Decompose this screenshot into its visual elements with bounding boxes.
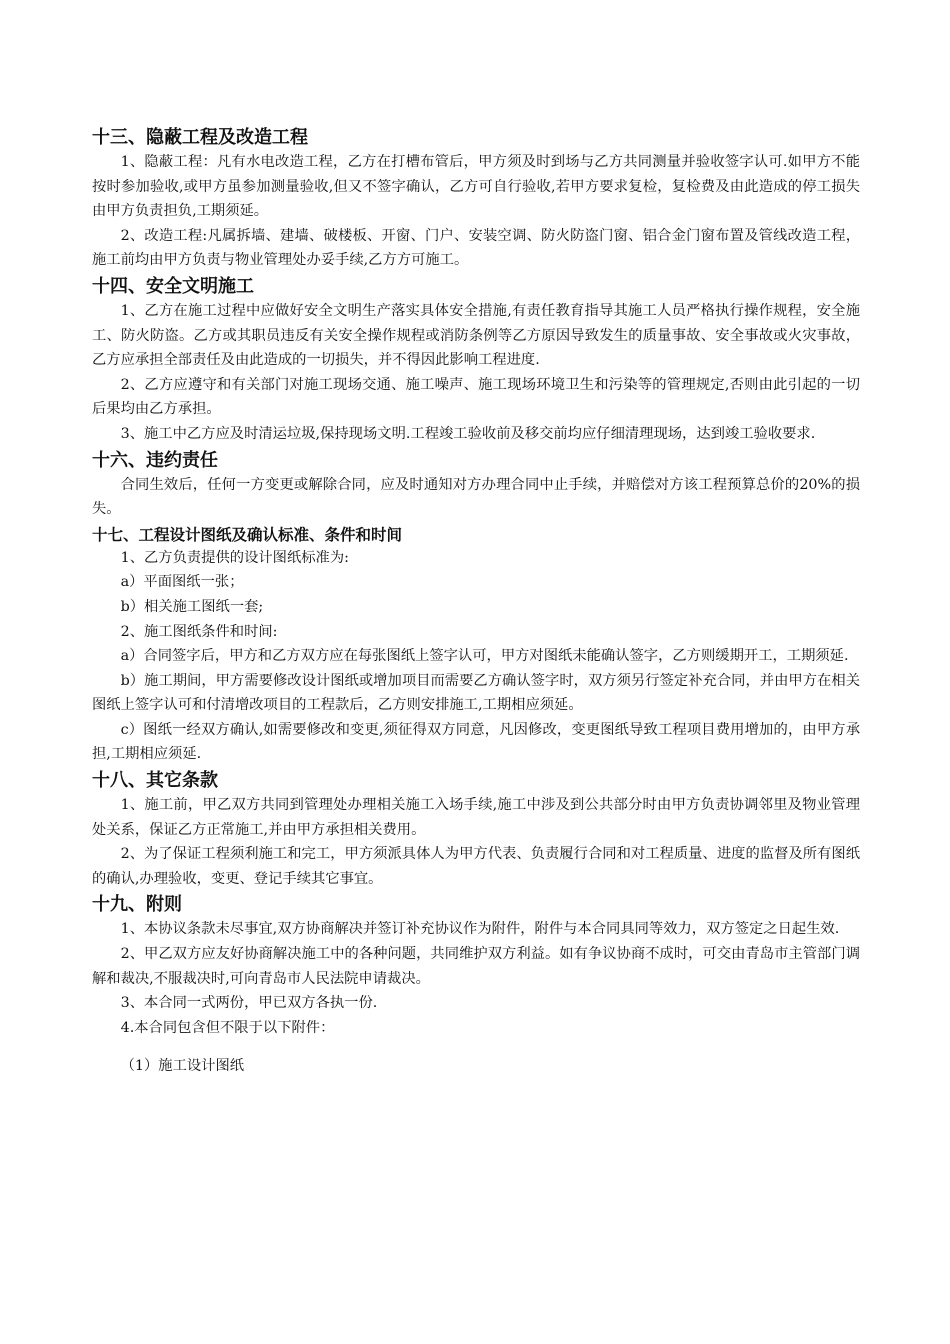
- section-14: [92, 275, 860, 447]
- paragraph: 4.本合同包含但不限于以下附件：: [120, 1019, 335, 1036]
- paragraph: 合同生效后，任何一方变更或解除合同，应及时通知对方办理合同中止手续，并赔偿对方该工程预算总价的20%的损失。: [92, 476, 860, 518]
- attachment-item: （1）施工设计图纸: [120, 1058, 245, 1075]
- paragraph: 2、甲乙双方应友好协商解决施工中的各种问题，共同维护双方利益。如有争议协商不成时，可交由青岛市主管部门调解和裁决,不服裁决时,可向青岛市人民法院申请裁决。: [92, 946, 860, 987]
- section-heading: 十六、违约责任: [92, 449, 218, 471]
- paragraph: 2、改造工程:凡属拆墙、建墙、破楼板、开窗、门户、安装空调、防火防盗门窗、铝合金门窗布置及管线改造工程，施工前均由甲方负责与物业管理处办妥手续,乙方方可施工。: [92, 227, 860, 269]
- paragraph: a）合同签字后，甲方和乙方双方应在每张图纸上签字认可，甲方对图纸未能确认签字，乙方则缓期开工，工期须延.: [120, 648, 849, 665]
- section-heading: 十八、其它条款: [92, 770, 218, 792]
- paragraph: b）相关施工图纸一套;: [120, 598, 264, 615]
- paragraph: 2、为了保证工程须利施工和完工，甲方须派具体人为甲方代表、负责履行合同和对工程质量、进度的监督及所有图纸的确认,办理验收，变更、登记手续其它事宜。: [92, 846, 860, 887]
- paragraph: 1、乙方负责提供的设计图纸标准为:: [120, 549, 349, 566]
- paragraph: a）平面图纸一张；: [120, 574, 244, 591]
- section-heading: 十四、安全文明施工: [92, 275, 254, 297]
- paragraph: 1、乙方在施工过程中应做好安全文明生产落实具体安全措施,有责任教育指导其施工人员严格执行操作规程，安全施工、防火防盗。乙方或其职员违反有关安全操作规程或消防条例等乙方原因导致发生的质量事故、安全事故或火灾事故，乙方应承担全部责任及由此造成的一切损失，并不得因此影响工程进度.: [92, 302, 860, 369]
- section-16: [92, 449, 860, 522]
- document-page: [92, 124, 860, 1079]
- section-17: [92, 524, 860, 767]
- section-19: [92, 893, 860, 1040]
- paragraph: 2、乙方应遵守和有关部门对施工现场交通、施工噪声、施工现场环境卫生和污染等的管理规定,否则由此引起的一切后果均由乙方承担。: [92, 376, 860, 418]
- paragraph: c）图纸一经双方确认,如需要修改和变更,须征得双方同意，凡因修改，变更图纸导致工程项目费用增加的，由甲方承担,工期相应须延.: [92, 721, 860, 763]
- section-heading: 十九、附则: [92, 894, 182, 916]
- paragraph: 3、施工中乙方应及时清运垃圾,保持现场文明.工程竣工验收前及移交前均应仔细清理现场，达到竣工验收要求.: [120, 425, 816, 442]
- paragraph: 1、施工前，甲乙双方共同到管理处办理相关施工入场手续,施工中涉及到公共部分时由甲方负责协调邻里及物业管理处关系，保证乙方正常施工,并由甲方承担相关费用。: [92, 797, 860, 838]
- paragraph: b）施工期间，甲方需要修改设计图纸或增加项目而需要乙方确认签字时，双方须另行签定补充合同，并由甲方在相关图纸上签字认可和付清增改项目的工程款后，乙方则安排施工,工期相应须延。: [92, 672, 860, 714]
- paragraph: 1、本协议条款未尽事宜,双方协商解决并签订补充协议作为附件，附件与本合同具同等效力，双方签定之日起生效.: [120, 921, 840, 938]
- paragraph: 3、本合同一式两份，甲已双方各执一份.: [120, 995, 378, 1012]
- section-13: [92, 126, 860, 273]
- section-18: [92, 769, 860, 891]
- section-heading: 十三、隐蔽工程及改造工程: [92, 127, 308, 148]
- paragraph: 1、隐蔽工程：凡有水电改造工程，乙方在打槽布管后，甲方须及时到场与乙方共同测量并验收签字认可.如甲方不能按时参加验收,或甲方虽参加测量验收,但又不签字确认，乙方可自行验收,若甲方要求复检，复检费及由此造成的停工损失由甲方负责担负,工期须延。: [92, 154, 860, 220]
- paragraph: 2、施工图纸条件和时间:: [120, 623, 278, 640]
- section-heading: 十七、工程设计图纸及确认标准、条件和时间: [92, 525, 403, 544]
